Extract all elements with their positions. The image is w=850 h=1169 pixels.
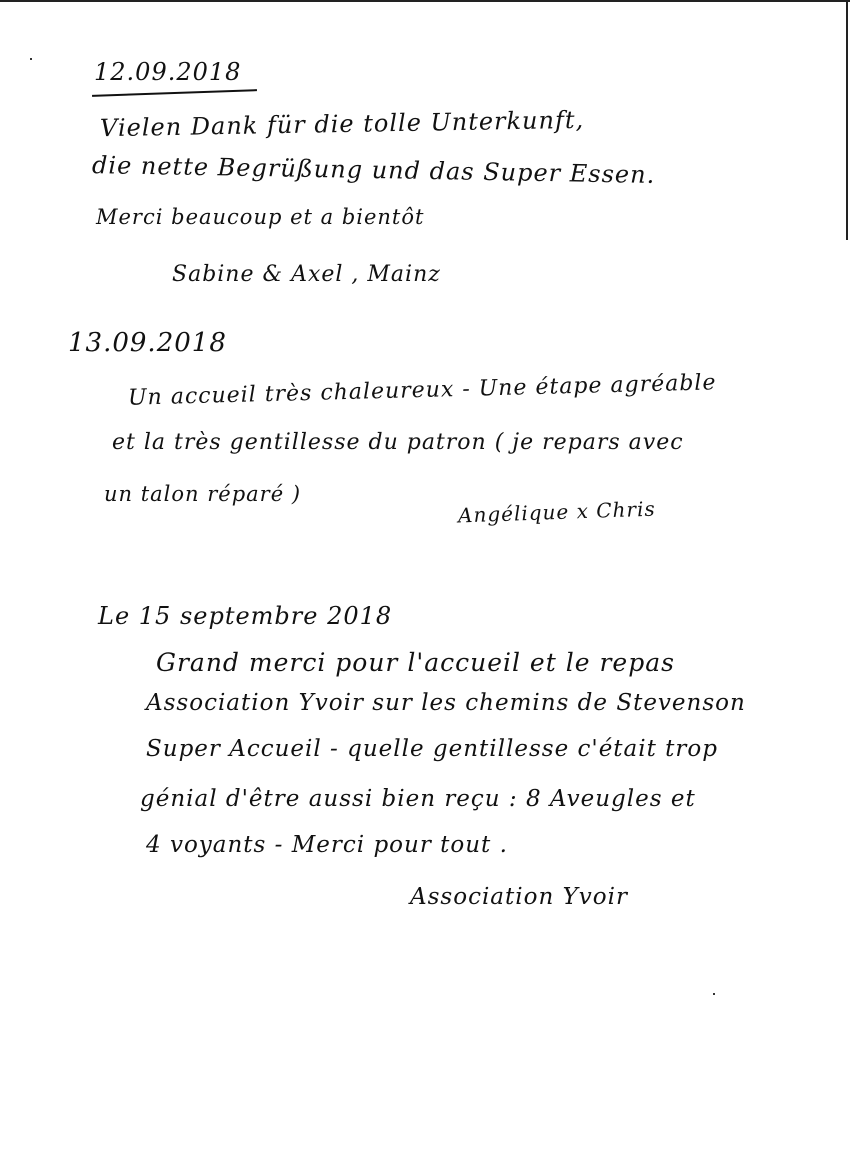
entry-3-line-5: 4 voyants - Merci pour tout . [146, 832, 508, 858]
entry-1-line-3: Merci beaucoup et a bientôt [96, 205, 425, 229]
entry-2-line-2: et la très gentillesse du patron ( je repars avec [112, 430, 684, 455]
scan-speck [713, 993, 715, 995]
entry-1-date: 12.09.2018 [94, 58, 242, 86]
entry-2-date: 13.09.2018 [68, 328, 227, 358]
scan-edge-top [0, 0, 850, 2]
entry-3-date: Le 15 septembre 2018 [98, 602, 393, 630]
entry-3-line-4: génial d'être aussi bien reçu : 8 Aveugles et [140, 786, 696, 812]
entry-3-line-2: Association Yvoir sur les chemins de Stevenson [146, 690, 746, 716]
entry-3-line-3: Super Accueil - quelle gentillesse c'était trop [146, 736, 718, 762]
entry-3-line-1: Grand merci pour l'accueil et le repas [156, 648, 675, 677]
entry-2-signature: Angélique x Chris [457, 496, 657, 528]
entry-1-line-2: die nette Begrüßung und das Super Essen. [91, 151, 656, 189]
entry-2-line-3: un talon réparé ) [104, 482, 302, 506]
entry-3-signature: Association Yvoir [410, 884, 628, 910]
scan-speck [30, 58, 32, 60]
entry-1-date-underline [92, 89, 257, 97]
scan-edge-right [846, 0, 848, 240]
entry-1-line-1: Vielen Dank für die tolle Unterkunft, [99, 105, 585, 143]
entry-1-signature: Sabine & Axel , Mainz [172, 262, 441, 287]
entry-2-line-1: Un accueil très chaleureux - Une étape agréable [127, 370, 717, 411]
